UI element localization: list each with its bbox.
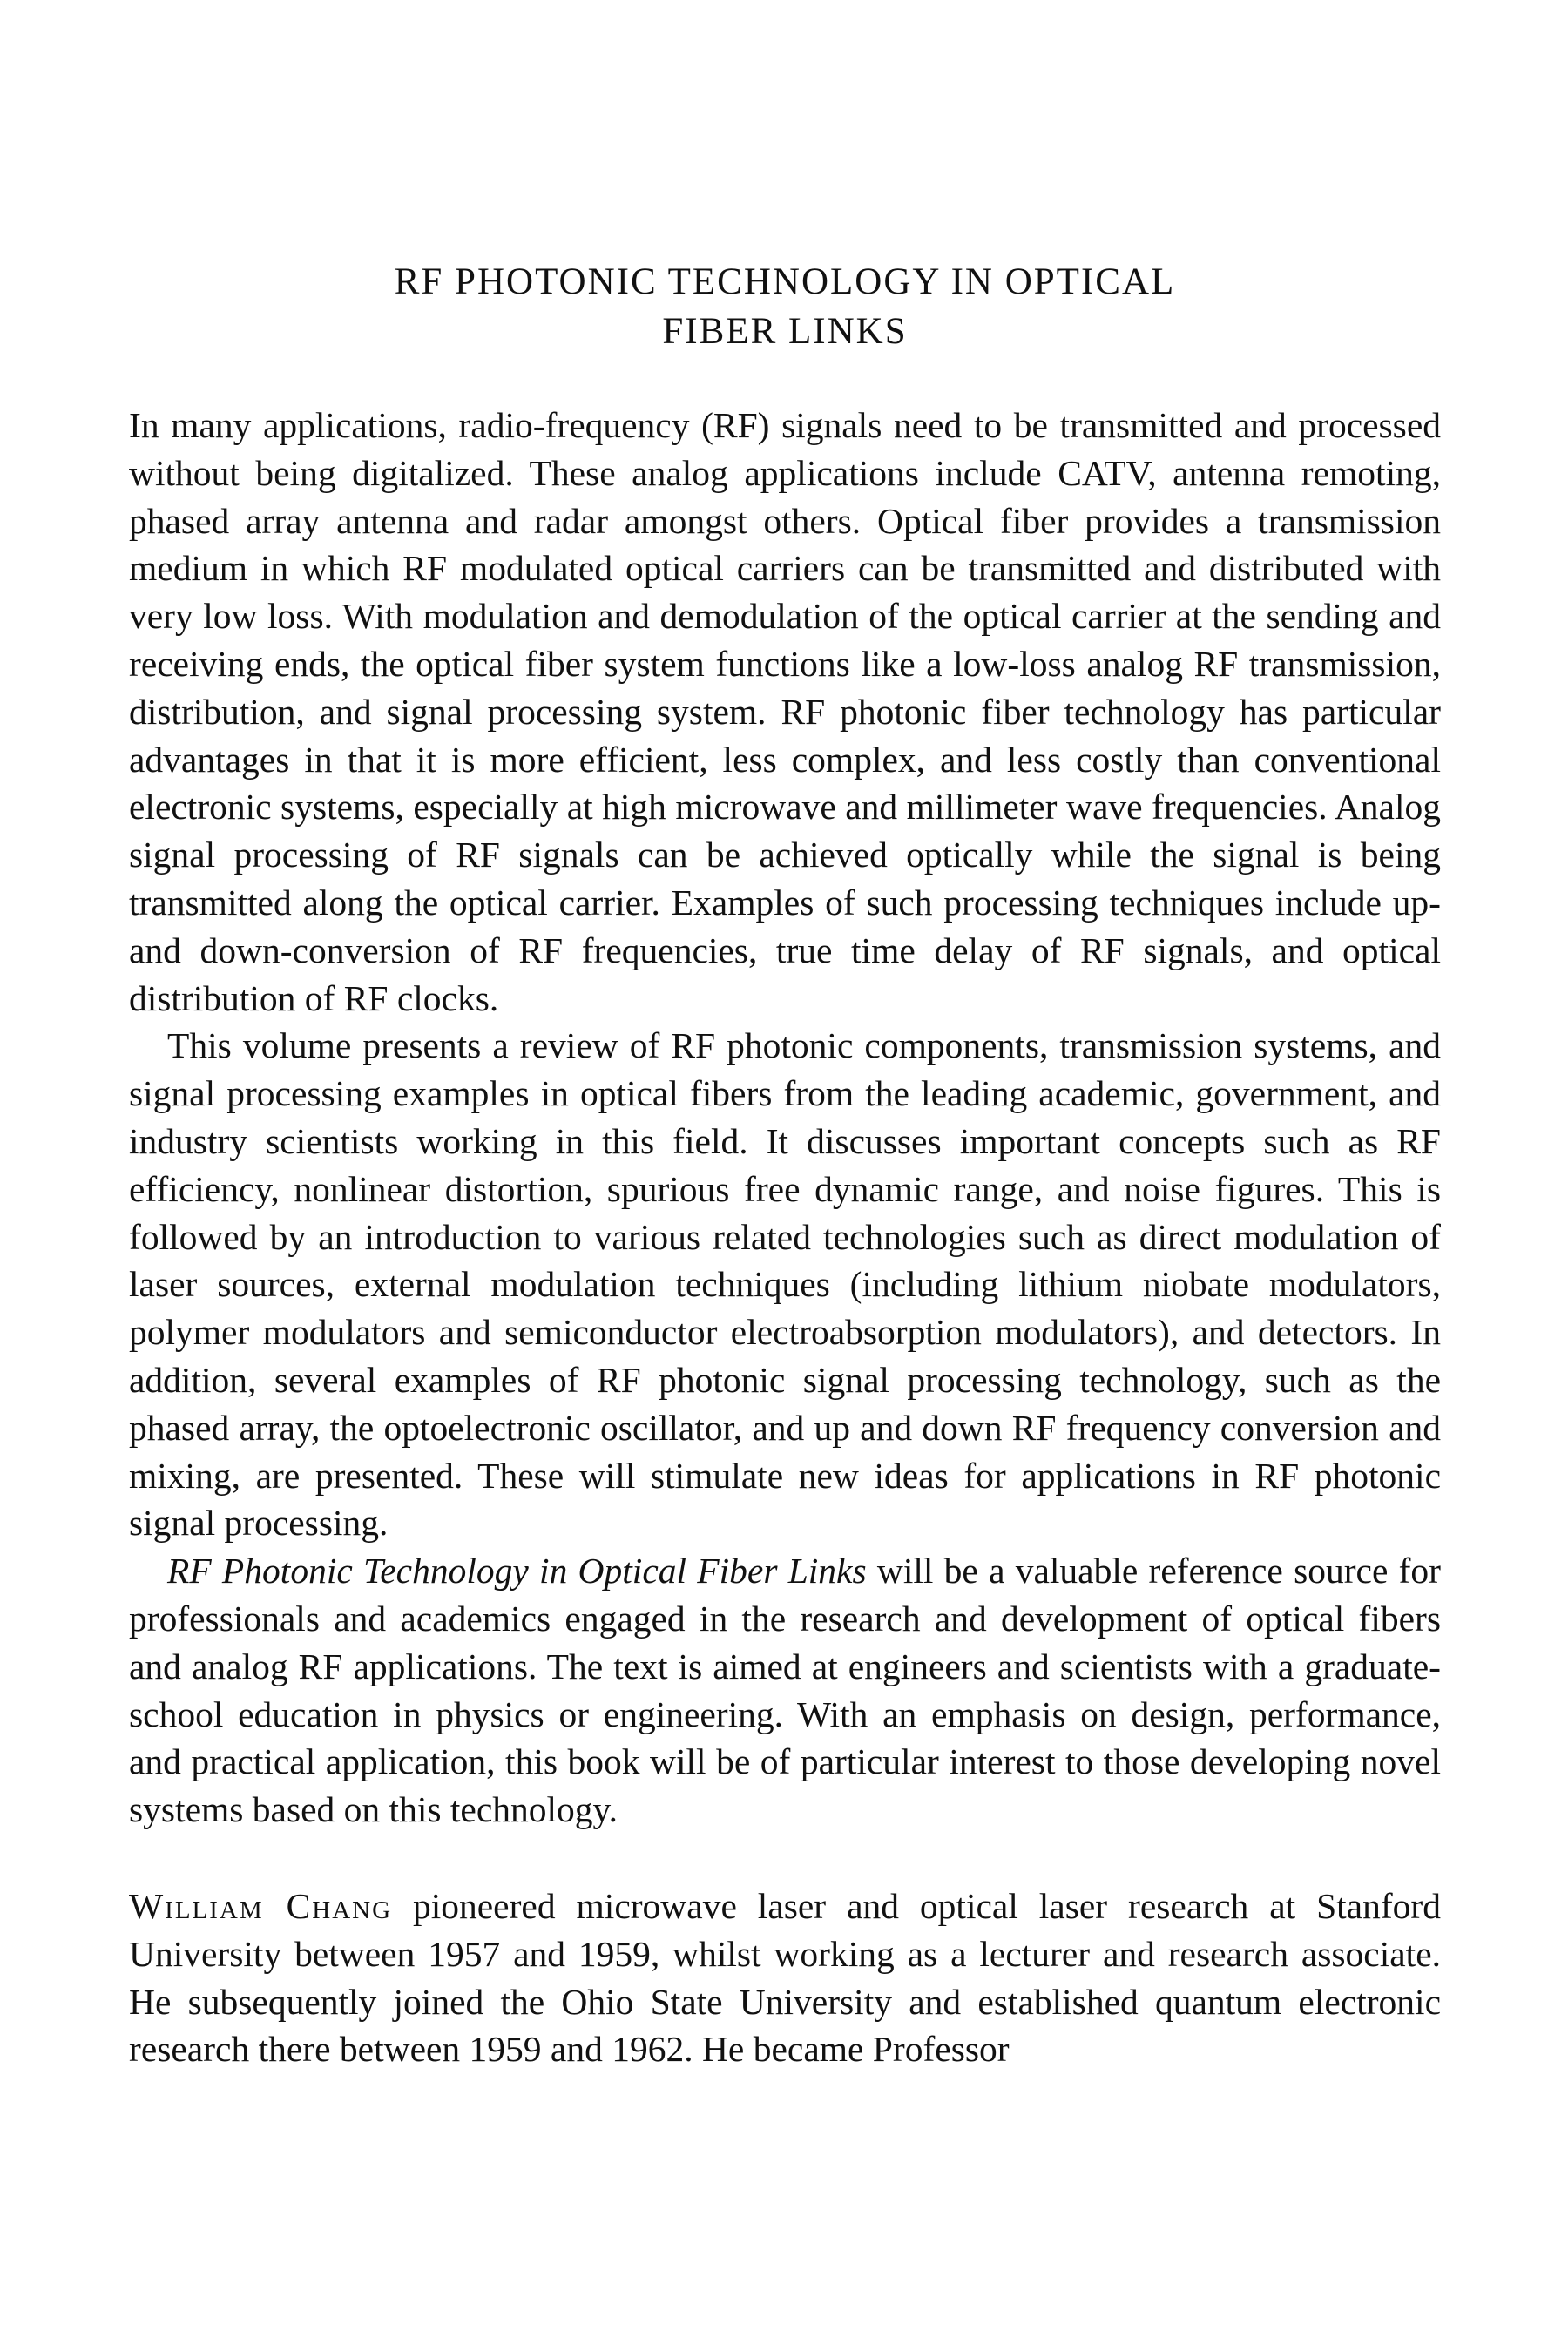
description-paragraph-3 xyxy=(129,1547,1441,1834)
description-paragraph-1: In many applications, radio-frequency (RF) signals need to be transmitted and processed without being digitalized. These analog applications include CATV, antenna remoting, phased array antenna and radar amongst others. Optical fiber provides a transmission medium in which RF modulated optical carriers can be transmitted and distributed with very low loss. With modulation and demodulation of the optical carrier at the sending and receiving ends, the optical fiber system functions like a low-loss analog RF transmission, distribution, and signal processing system. RF photonic fiber technology has particular advantages in that it is more efficient, less complex, and less costly than conventional electronic systems, especially at high microwave and millimeter wave frequencies. Analog signal processing of RF signals can be achieved optically while the signal is being transmitted along the optical carrier. Examples of such processing techniques include up- and down-conversion of RF frequencies, true time delay of RF signals, and optical distribution of RF clocks. xyxy=(129,405,1441,1018)
author-bio-text: pioneered microwave laser and optical laser research at Stanford University between 1957 and 1959, whilst working as a lecturer and research associate. He subsequently joined the Ohio State University and established quantum electronic research there between 1959 and 1962. He became Professor xyxy=(129,1885,1441,2070)
book-title xyxy=(129,0,1441,356)
book-title-line-2: FIBER LINKS xyxy=(662,311,908,352)
author-name: William Chang xyxy=(129,1885,393,1926)
description-paragraph-2: This volume presents a review of RF photonic components, transmission systems, and signal processing examples in optical fibers from the leading academic, government, and industry scientists working in this field. It discusses important concepts such as RF efficiency, nonlinear distortion, spurious free dynamic range, and noise figures. This is followed by an introduction to various related technologies such as direct modulation of laser sources, external modulation techniques (including lithium niobate modulators, polymer modulators and semiconductor electroabsorption modulators), and detectors. In addition, several examples of RF photonic signal processing technology, such as the phased array, the optoelectronic oscillator, and up and down RF frequency conversion and mixing, are presented. These will stimulate new ideas for applications in RF photonic signal processing. xyxy=(129,1025,1441,1544)
book-title-italic: RF Photonic Technology in Optical Fiber Links xyxy=(167,1551,867,1592)
description-paragraph-3-text: will be a valuable reference source for professionals and academics engaged in the research and development of optical fibers and analog RF applications. The text is aimed at engineers and scientists with a graduate-school education in physics or engineering. With an emphasis on design, performance, and practical application, this book will be of particular interest to those developing novel systems based on this technology. xyxy=(129,1551,1441,1830)
author-bio xyxy=(129,1882,1441,2073)
book-description xyxy=(129,402,1441,1834)
book-page xyxy=(129,0,1441,2073)
book-title-line-1: RF PHOTONIC TECHNOLOGY IN OPTICAL xyxy=(394,261,1176,302)
